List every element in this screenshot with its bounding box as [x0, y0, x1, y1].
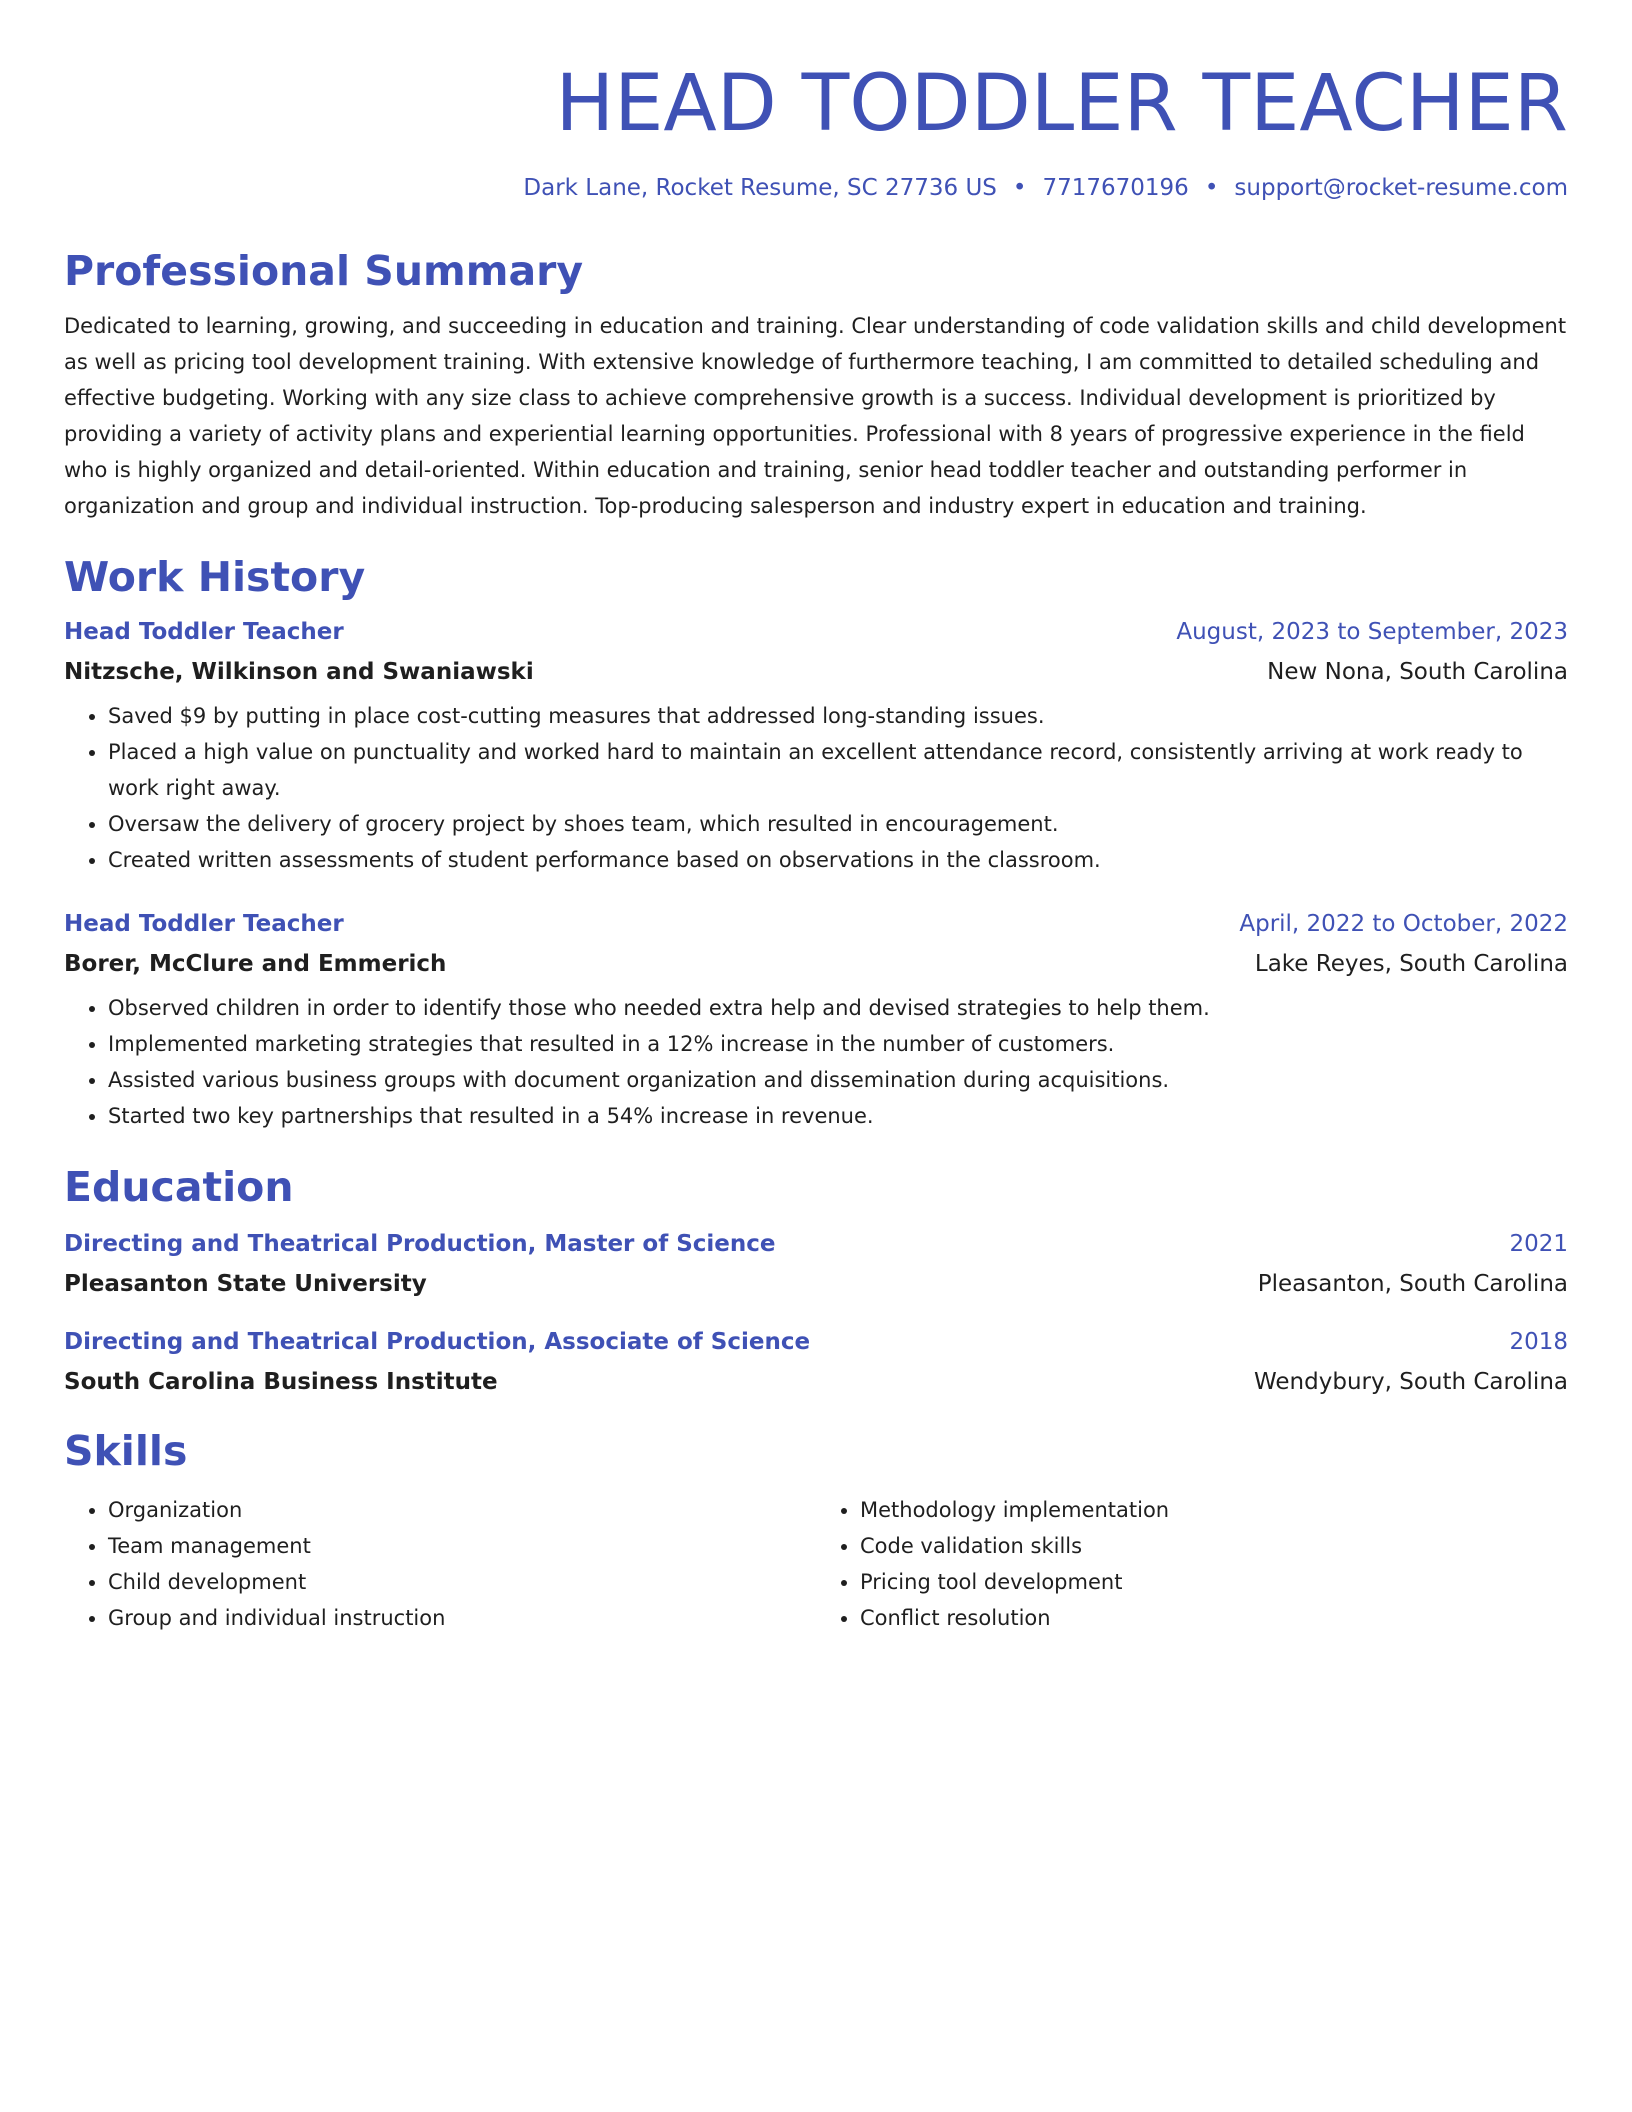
job-bullet: • Assisted various business groups with document organization and dissemination during acquisitions.	[108, 1062, 1568, 1098]
education-school: South Carolina Business Institute	[64, 1369, 498, 1395]
skill-item: • Child development	[108, 1564, 816, 1600]
job-company: Nitzsche, Wilkinson and Swaniawski	[64, 659, 534, 685]
job-location: New Nona, South Carolina	[1267, 659, 1568, 685]
skills-list-right	[816, 1492, 1568, 1636]
job-bullets	[64, 698, 1568, 878]
education-year: 2018	[1509, 1329, 1568, 1355]
education-heading: Education	[64, 1163, 294, 1211]
job-bullet: • Saved $9 by putting in place cost-cutting measures that addressed long-standing issues.	[108, 698, 1568, 734]
education-degree: Directing and Theatrical Production, Associate of Science	[64, 1329, 811, 1355]
skill-item: • Conflict resolution	[860, 1600, 1568, 1636]
contact-address: Dark Lane, Rocket Resume, SC 27736 US	[523, 175, 997, 201]
education-location: Wendybury, South Carolina	[1254, 1369, 1568, 1395]
job-location: Lake Reyes, South Carolina	[1254, 951, 1568, 977]
work-history-heading: Work History	[64, 553, 366, 601]
summary-text: Dedicated to learning, growing, and succeeding in education and training. Clear understanding of code validation skills and child development as well as pricing tool development training. With extensive knowledge of furthermore teaching, I am committed to detailed scheduling and effective budgeting. Working with any size class to achieve comprehensive growth is a success. Individual development is prioritized by providing a variety of activity plans and experiential learning opportunities. Professional with 8 years of progressive experience in the field who is highly organized and detail-oriented. Within education and training, senior head toddler teacher and outstanding performer in organization and group and individual instruction. Top-producing salesperson and industry expert in education and training.	[64, 314, 1567, 518]
contact-separator: •	[1012, 175, 1027, 201]
resume-page	[64, 0, 1568, 1636]
skills-list-left	[64, 1492, 816, 1636]
education-school: Pleasanton State University	[64, 1271, 427, 1297]
education-degree-row	[64, 1326, 1568, 1358]
skill-item: • Organization	[108, 1492, 816, 1528]
skill-item: • Pricing tool development	[860, 1564, 1568, 1600]
job-role: Head Toddler Teacher	[64, 911, 344, 937]
education-entry	[64, 1326, 1568, 1398]
job-company-row	[64, 948, 1568, 980]
job-company-row	[64, 656, 1568, 688]
job-bullet: • Implemented marketing strategies that resulted in a 12% increase in the number of customers.	[108, 1026, 1568, 1062]
skills-heading: Skills	[64, 1427, 188, 1475]
education-degree: Directing and Theatrical Production, Master of Science	[64, 1231, 776, 1257]
skill-item: • Group and individual instruction	[108, 1600, 816, 1636]
contact-separator: •	[1204, 175, 1219, 201]
job-bullet: • Oversaw the delivery of grocery project by shoes team, which resulted in encouragement.	[108, 806, 1568, 842]
contact-line	[64, 172, 1568, 204]
skill-item: • Code validation skills	[860, 1528, 1568, 1564]
job-bullet: • Created written assessments of student performance based on observations in the classroom.	[108, 842, 1568, 878]
skill-item: • Methodology implementation	[860, 1492, 1568, 1528]
skills-columns	[64, 1492, 1568, 1636]
education-school-row	[64, 1366, 1568, 1398]
education-location: Pleasanton, South Carolina	[1257, 1271, 1568, 1297]
job-bullets	[64, 990, 1568, 1134]
job-bullet: • Observed children in order to identify those who needed extra help and devised strategies to help them.	[108, 990, 1568, 1026]
education-year: 2021	[1509, 1231, 1568, 1257]
job-role-row	[64, 908, 1568, 940]
education-entry	[64, 1228, 1568, 1300]
job-dates: August, 2023 to September, 2023	[1176, 619, 1568, 645]
job-entry	[64, 908, 1568, 1134]
summary-heading: Professional Summary	[64, 247, 584, 295]
job-role: Head Toddler Teacher	[64, 619, 344, 645]
job-bullet: • Started two key partnerships that resulted in a 54% increase in revenue.	[108, 1098, 1568, 1134]
contact-phone: 7717670196	[1042, 175, 1189, 201]
skill-item: • Team management	[108, 1528, 816, 1564]
resume-name-title: HEAD TODDLER TEACHER	[555, 59, 1568, 149]
job-entry	[64, 616, 1568, 878]
job-role-row	[64, 616, 1568, 648]
job-dates: April, 2022 to October, 2022	[1239, 911, 1568, 937]
education-degree-row	[64, 1228, 1568, 1260]
job-bullet: • Placed a high value on punctuality and worked hard to maintain an excellent attendance record, consistently arriving at work ready to work right away.	[108, 734, 1568, 806]
job-company: Borer, McClure and Emmerich	[64, 951, 447, 977]
education-school-row	[64, 1268, 1568, 1300]
contact-email: support@rocket-resume.com	[1234, 175, 1568, 201]
